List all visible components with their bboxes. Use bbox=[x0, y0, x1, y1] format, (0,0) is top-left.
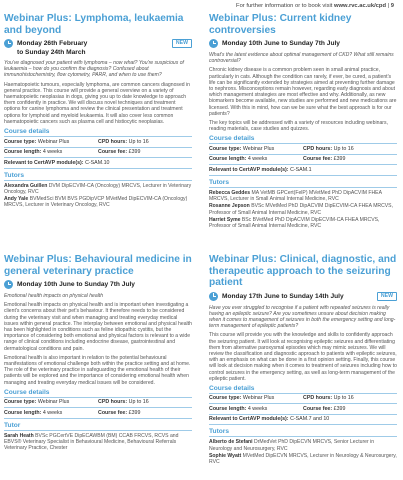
type-label: Course type: bbox=[4, 399, 37, 406]
fee-value: £399 bbox=[128, 409, 141, 416]
tutor-item bbox=[209, 439, 397, 451]
course-seizure bbox=[209, 254, 397, 466]
tutor-creds: MA VetMB GPCert(FelP) MVetMed PhD DipACVIM FHEA MRCVS, Lecturer in Small Animal Internal Medicine, RVC bbox=[209, 189, 382, 203]
body-paragraph: Emotional health is also important in relation to the potential behavioural manifestations of emotional challenge both within the practice setting and at home. The role of the veterinary practice in safeguarding the emotional health of their patients will be explored and the importance of considering emotional health when managing and treating everyday medical issues will be considered. bbox=[4, 354, 191, 386]
tutor-list bbox=[4, 433, 192, 452]
length-label: Course length: bbox=[4, 409, 42, 416]
tutor-name: Sophie Wyatt bbox=[209, 452, 242, 459]
course-detail-row bbox=[209, 404, 397, 415]
course-detail-row bbox=[4, 137, 192, 148]
cpd-label: CPD hours: bbox=[303, 145, 333, 152]
date-range: Monday 17th June to Sunday 14th July bbox=[222, 292, 344, 300]
course-detail-row bbox=[209, 144, 397, 155]
tutor-list bbox=[209, 439, 397, 465]
tutor-item bbox=[4, 433, 192, 452]
new-badge: NEW bbox=[377, 292, 397, 301]
course-description bbox=[209, 52, 397, 132]
cpd-value: Up to 16 bbox=[333, 395, 354, 402]
course-detail-row bbox=[209, 394, 397, 405]
fee-value: £399 bbox=[128, 149, 141, 156]
tutor-creds: DrMedVet PhD DipECVN MRCVS, Senior Lecturer in Neurology and Neurosurgery, RVC bbox=[209, 439, 375, 452]
course-detail-row bbox=[4, 148, 192, 159]
clock-icon bbox=[4, 280, 13, 289]
relevant-module bbox=[209, 165, 397, 176]
course-dates bbox=[4, 280, 192, 289]
tutor-item bbox=[4, 183, 192, 195]
tutor-list bbox=[209, 190, 397, 229]
page-number: 9 bbox=[390, 3, 394, 9]
intro-paragraph: You've diagnosed your patient with lymphoma – now what? You're suspicious of leukaemia – how do you confirm the diagnosis? Confused about immunohistochemistry, flow cytometry, PARR, and when to use them? bbox=[4, 60, 184, 79]
intro-paragraph: Have you ever struggled to recognise if a patient with repeated seizures is really having an epileptic seizure? Are you sometimes unsure about decision making when it comes to management of seizures in both the emergency setting and long-term management of epileptic patients? bbox=[209, 304, 396, 330]
date-end: to Sunday 24th March bbox=[17, 49, 86, 56]
length-label: Course length: bbox=[4, 149, 42, 156]
fee-value: £399 bbox=[333, 405, 346, 412]
cpd-value: Up to 16 bbox=[333, 145, 354, 152]
type-value: Webinar Plus bbox=[242, 395, 275, 402]
length-value: 4 weeks bbox=[247, 405, 268, 412]
type-label: Course type: bbox=[209, 145, 242, 152]
tutors-heading: Tutors bbox=[209, 428, 397, 437]
relevant-label: Relevant to CertAVP module(s): bbox=[209, 416, 289, 423]
relevant-label: Relevant to CertAVP module(s): bbox=[4, 159, 84, 166]
date-range: Monday 10th June to Sunday 7th July bbox=[222, 40, 340, 47]
tutor-creds: BVSc PGCertVE DipECAWBM (BM) CCAB FRCVS, RCVS and EBVS® Veterinary Specialist in Behavioural Medicine, Behavioural Referrals Veterinary Practice, Chester bbox=[4, 432, 179, 452]
tutor-item bbox=[4, 196, 192, 208]
tutor-item bbox=[209, 217, 397, 229]
tutors-heading: Tutors bbox=[4, 172, 192, 181]
relevant-module bbox=[4, 158, 192, 169]
course-description bbox=[4, 60, 192, 125]
tutor-name: Rosanne Jepson bbox=[209, 203, 250, 210]
course-behaviour bbox=[4, 254, 192, 452]
fee-label: Course fee: bbox=[98, 409, 128, 416]
course-description bbox=[4, 293, 192, 386]
cpd-label: CPD hours: bbox=[98, 138, 128, 145]
type-label: Course type: bbox=[209, 395, 242, 402]
body-paragraph: Haematopoietic tumours, especially lymphoma, are common cancers diagnosed in general practice. This course will provide a general overview on a variety of haematopoietic neoplasias in dogs, giving you up to date knowledge to approach them confidently in practice. We will discuss novel techniques and treatment options for canine lymphoma and review the clinical presentation and treatment options for lymphoid and myeloid leukaemia. It will also cover less common haematopoietic cancers such as plasma cell and histiocytic neoplasias. bbox=[4, 81, 191, 125]
tutor-creds: BSc BVetMed PhD DipACVIM DipECVIM-CA FHEA MRCVS, Professor of Small Animal Internal Medicine, RVC bbox=[209, 216, 380, 229]
length-value: 4 weeks bbox=[42, 149, 63, 156]
tutor-item bbox=[209, 203, 397, 215]
cpd-label: CPD hours: bbox=[98, 399, 128, 406]
length-label: Course length: bbox=[209, 405, 247, 412]
course-detail-row bbox=[4, 408, 192, 419]
tutor-name: Sarah Heath bbox=[4, 432, 34, 439]
course-details-heading: Course details bbox=[209, 135, 397, 144]
length-label: Course length: bbox=[209, 156, 247, 163]
course-details-heading: Course details bbox=[209, 385, 397, 394]
fee-label: Course fee: bbox=[303, 156, 333, 163]
tutor-name: Andy Yale bbox=[4, 195, 29, 202]
relevant-label: Relevant to CertAVP module(s): bbox=[209, 166, 289, 173]
course-dates bbox=[209, 292, 397, 301]
cpd-value: Up to 16 bbox=[128, 138, 149, 145]
course-title: Webinar Plus: Behavioural medicine in general veterinary practice bbox=[4, 254, 192, 277]
relevant-value: C-SAM.7 and 10 bbox=[290, 416, 330, 423]
cpd-value: Up to 16 bbox=[128, 399, 149, 406]
new-badge: NEW bbox=[172, 39, 192, 48]
body-paragraph: The key topics will be addressed with a variety of resources including webinars, reading materials, case studies and quizzes. bbox=[209, 120, 388, 133]
relevant-module bbox=[209, 415, 397, 426]
course-kidney bbox=[209, 13, 397, 230]
body-paragraph: Emotional health impacts on physical health and is important when investigating a client's concerns about their pet's behaviour. It therefore needs to be considered during the veterinary visit and when managing and treating everyday medical issues within general practice. The interplay between emotional and physical health has been highlighted in conditions such as feline idiopathic cystitis, but the importance of considering both emotional and physical factors is relevant to a wide range of clinical conditions including endocrine disease, gastrointestinal and dermatological conditions and pain. bbox=[4, 302, 192, 352]
fee-label: Course fee: bbox=[303, 405, 333, 412]
course-details-heading: Course details bbox=[4, 389, 192, 398]
course-detail-row bbox=[4, 398, 192, 409]
header-link[interactable]: www.rvc.ac.uk/cpd bbox=[334, 3, 386, 9]
intro-paragraph: Emotional health impacts on physical health bbox=[4, 293, 104, 299]
body-paragraph: This course will provide you with the knowledge and skills to confidently approach the seizuring patient. It will look at recognising epileptic seizures and differentiating them from alternative paroxysmal episodes which may mimic seizures. We will review the classification and diagnostic approach to patients with epileptic seizures, with an emphasis on what can be done in a first opinion setting. Finally, this course will look at decision making when it comes to treatment of seizures including how to control seizures in the emergency setting, as well as long-term management of the epileptic patient. bbox=[209, 332, 397, 382]
tutor-name: Alexandra Guillen bbox=[4, 182, 48, 189]
tutor-name: Rebecca Geddes bbox=[209, 189, 251, 196]
length-value: 4 weeks bbox=[247, 156, 268, 163]
course-dates bbox=[209, 39, 397, 48]
cpd-label: CPD hours: bbox=[303, 395, 333, 402]
relevant-value: C-SAM.10 bbox=[85, 159, 110, 166]
course-description bbox=[209, 305, 397, 382]
page-header bbox=[236, 3, 394, 9]
course-title: Webinar Plus: Lymphoma, leukaemia and beyond bbox=[4, 13, 184, 36]
page-sep: | bbox=[387, 3, 390, 9]
tutor-creds: MVetMed DipECVN MRCVS, Lecturer in Neurology & Neurosurgery, RVC bbox=[209, 452, 397, 466]
fee-label: Course fee: bbox=[98, 149, 128, 156]
tutor-name: Alberto de Stefani bbox=[209, 439, 253, 446]
intro-paragraph: What's the latest evidence about optimal management of CKD? What still remains controversial? bbox=[209, 52, 394, 65]
type-value: Webinar Plus bbox=[37, 138, 70, 145]
course-dates bbox=[4, 39, 192, 48]
tutors-heading: Tutor bbox=[4, 422, 192, 431]
tutor-list bbox=[4, 183, 192, 209]
relevant-value: C-SAM.1 bbox=[290, 166, 312, 173]
tutor-item bbox=[209, 190, 397, 202]
header-prefix: For further information or to book visit bbox=[236, 3, 333, 9]
tutor-creds: BVMedSci BVM BVS PGDipVCP MVetMed DipECVIM-CA (Oncology) MRCVS, Lecturer in Veterinary Oncology, RVC bbox=[4, 195, 188, 209]
type-value: Webinar Plus bbox=[242, 145, 275, 152]
type-label: Course type: bbox=[4, 138, 37, 145]
body-paragraph: Chronic kidney disease is a common problem seen in small animal practice, particularly in cats. Although the condition can rarely, if ever, be cured, a patient's life can be significantly extended by strategies aimed at preventing further damage to nephrons. Misconceptions remain however, regarding early diagnosis and about which management strategies are most effective and why. Additionally, as new biomarkers become available, new studies are performed and new medications are licensed. With this in mind, how can we be sure what the best approach is for our patients? bbox=[209, 67, 397, 117]
tutor-creds: DVM DipECVIM-CA (Oncology) MRCVS, Lecturer in Veterinary Oncology, RVC bbox=[4, 182, 192, 195]
course-title: Webinar Plus: Current kidney controversies bbox=[209, 13, 352, 36]
course-lymphoma bbox=[4, 13, 192, 209]
tutor-name: Harriet Syme bbox=[209, 216, 241, 223]
tutors-heading: Tutors bbox=[209, 179, 397, 188]
clock-icon bbox=[4, 39, 13, 48]
date-range: Monday 10th June to Sunday 7th July bbox=[17, 281, 135, 288]
clock-icon bbox=[209, 39, 218, 48]
tutor-creds: BVSc MVetMed PhD DipACVIM DipECVIM-CA FHEA MRCVS, Professor of Small Animal Internal Medicine, RVC bbox=[209, 203, 393, 216]
course-details-heading: Course details bbox=[4, 128, 192, 137]
type-value: Webinar Plus bbox=[37, 399, 70, 406]
course-detail-row bbox=[209, 155, 397, 166]
clock-icon bbox=[209, 292, 218, 301]
length-value: 4 weeks bbox=[42, 409, 63, 416]
tutor-item bbox=[209, 453, 397, 465]
date-start: Monday 26th February bbox=[17, 40, 88, 47]
course-title: Webinar Plus: Clinical, diagnostic, and therapeutic approach to the seizuring patient bbox=[209, 254, 397, 288]
fee-value: £399 bbox=[333, 156, 346, 163]
